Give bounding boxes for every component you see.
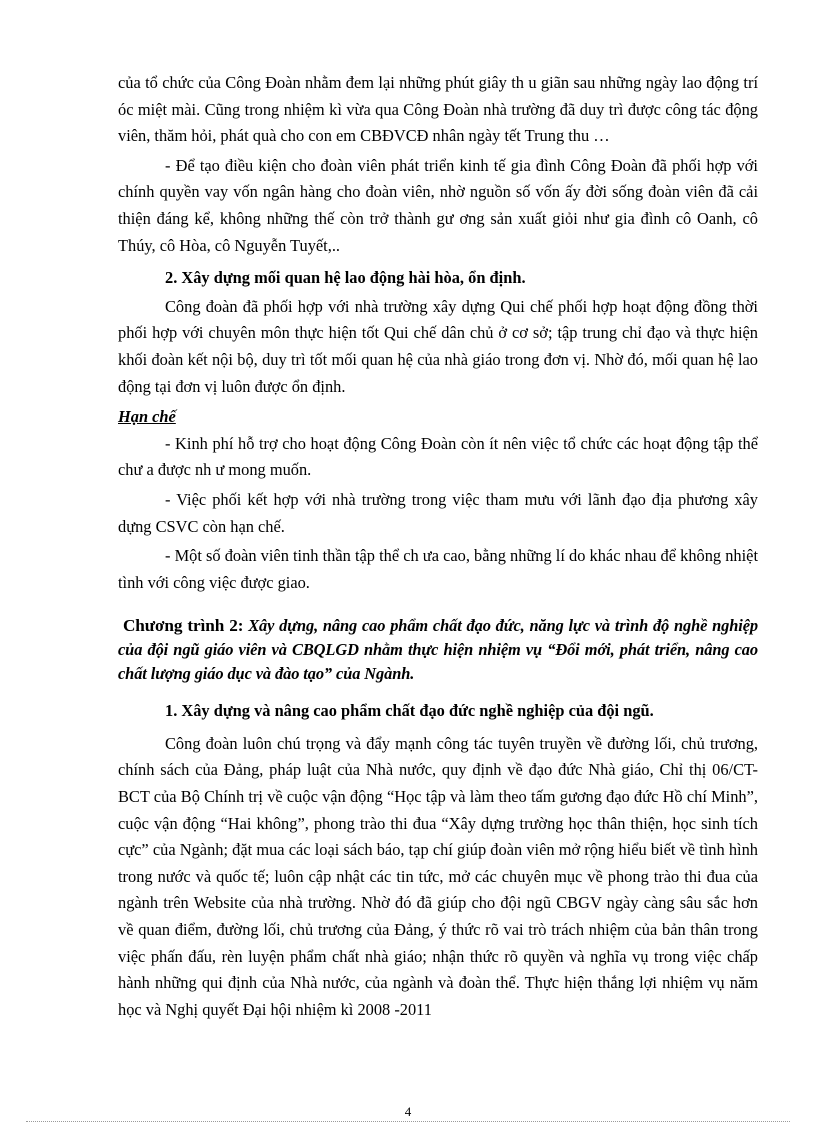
paragraph-economic-support: - Để tạo điều kiện cho đoàn viên phát triển kinh tế gia đình Công Đoàn đã phối hợp với chính quyền vay vốn ngân hàng cho đoàn viên, nhờ nguồn số vốn ấy đời sống đoàn viên đã cải thiện đáng kể, không những thế còn trở thành gư ơng sản xuất giỏi như gia đình cô Oanh, cô Thúy, cô Hòa, cô Nguyễn Tuyết,.. xyxy=(118,155,758,255)
document-page xyxy=(118,70,758,1023)
paragraph-continuation: của tổ chức của Công Đoàn nhằm đem lại những phút giây th u giãn sau những ngày lao động trí óc miệt mài. Cũng trong nhiệm kì vừa qua Công Đoàn nhà trường đã duy trì được công tác động viên, thăm hỏi, phát quà cho con em CBĐVCĐ nhân ngày tết Trung thu … xyxy=(118,73,758,146)
program-2-lead: Chương trình 2: xyxy=(123,616,244,636)
paragraph-labor-relations: Công đoàn đã phối hợp với nhà trường xây dựng Qui chế phối hợp hoạt động đồng thời phối hợp với chuyên môn thực hiện tốt Qui chế dân chủ ở cơ sở; tập trung chỉ đạo và thực hiện khối đoàn kết nội bộ, duy trì tốt mối quan hệ của nhà giáo trong đơn vị. Nhờ đó, mối quan hệ lao động tại đơn vị luôn được ổn định. xyxy=(118,296,758,396)
section-heading-1: 1. Xây dựng và nâng cao phẩm chất đạo đức nghề nghiệp của đội ngũ. xyxy=(165,701,654,721)
program-2-text: Xây dựng, nâng cao phẩm chất đạo đức, năng lực và trình độ nghề nghiệp của đội ngũ giáo viên và CBQLGD nhằm thực hiện nhiệm vụ “Đổi mới, phát triển, nâng cao chất lượng giáo dục và đào tạo” của Ngành. xyxy=(118,616,758,684)
limitations-heading: Hạn chế xyxy=(118,407,176,427)
page-number: 4 xyxy=(404,1104,412,1119)
limitation-funding: - Kinh phí hỗ trợ cho hoạt động Công Đoàn còn ít nên việc tổ chức các hoạt động tập thể chư a được nh ư mong muốn. xyxy=(118,433,758,480)
paragraph-ethics: Công đoàn luôn chú trọng và đẩy mạnh công tác tuyên truyền về đường lối, chủ trương, chính sách của Đảng, pháp luật của Nhà nước, quy định về đạo đức Nhà giáo, Chỉ thị 06/CT-BCT của Bộ Chính trị về cuộc vận động “Học tập và làm theo tấm gương đạo đức Hồ chí Minh”, cuộc vận động “Hai không”, phong trào thi đua “Xây dựng trường học thân thiện, học sinh tích cực” của Ngành; đặt mua các loại sách báo, tạp chí giúp đoàn viên mở rộng hiểu biết về tình hình trong nước và quốc tế; luôn cập nhật các tin tức, mở các chuyên mục về phong trào thi đua của ngành trên Website của nhà trường. Nhờ đó đã giúp cho đội ngũ CBGV ngày càng sâu sắc hơn về quan điểm, đường lối, chủ trương của Đảng, ý thức rõ vai trò trách nhiệm của bản thân trong việc phấn đấu, rèn luyện phẩm chất nhà giáo; nhận thức rõ quyền và nghĩa vụ trong việc chấp hành những qui định của Nhà nước, của ngành và đoàn thể. Thực hiện thắng lợi nhiệm vụ năm học và Nghị quyết Đại hội nhiệm kì 2008 -2011 xyxy=(118,733,758,1019)
limitation-spirit: - Một số đoàn viên tinh thần tập thể ch ưa cao, bằng những lí do khác nhau để không nhiệt tình với công việc được giao. xyxy=(118,546,758,592)
page-bottom-divider xyxy=(26,1121,790,1122)
program-2-title xyxy=(118,614,758,686)
limitation-coordination: - Việc phối kết hợp với nhà trường trong việc tham mưu với lãnh đạo địa phương xây dựng CSVC còn hạn chế. xyxy=(118,489,758,536)
section-heading-2: 2. Xây dựng mối quan hệ lao động hài hòa, ổn định. xyxy=(165,268,526,288)
